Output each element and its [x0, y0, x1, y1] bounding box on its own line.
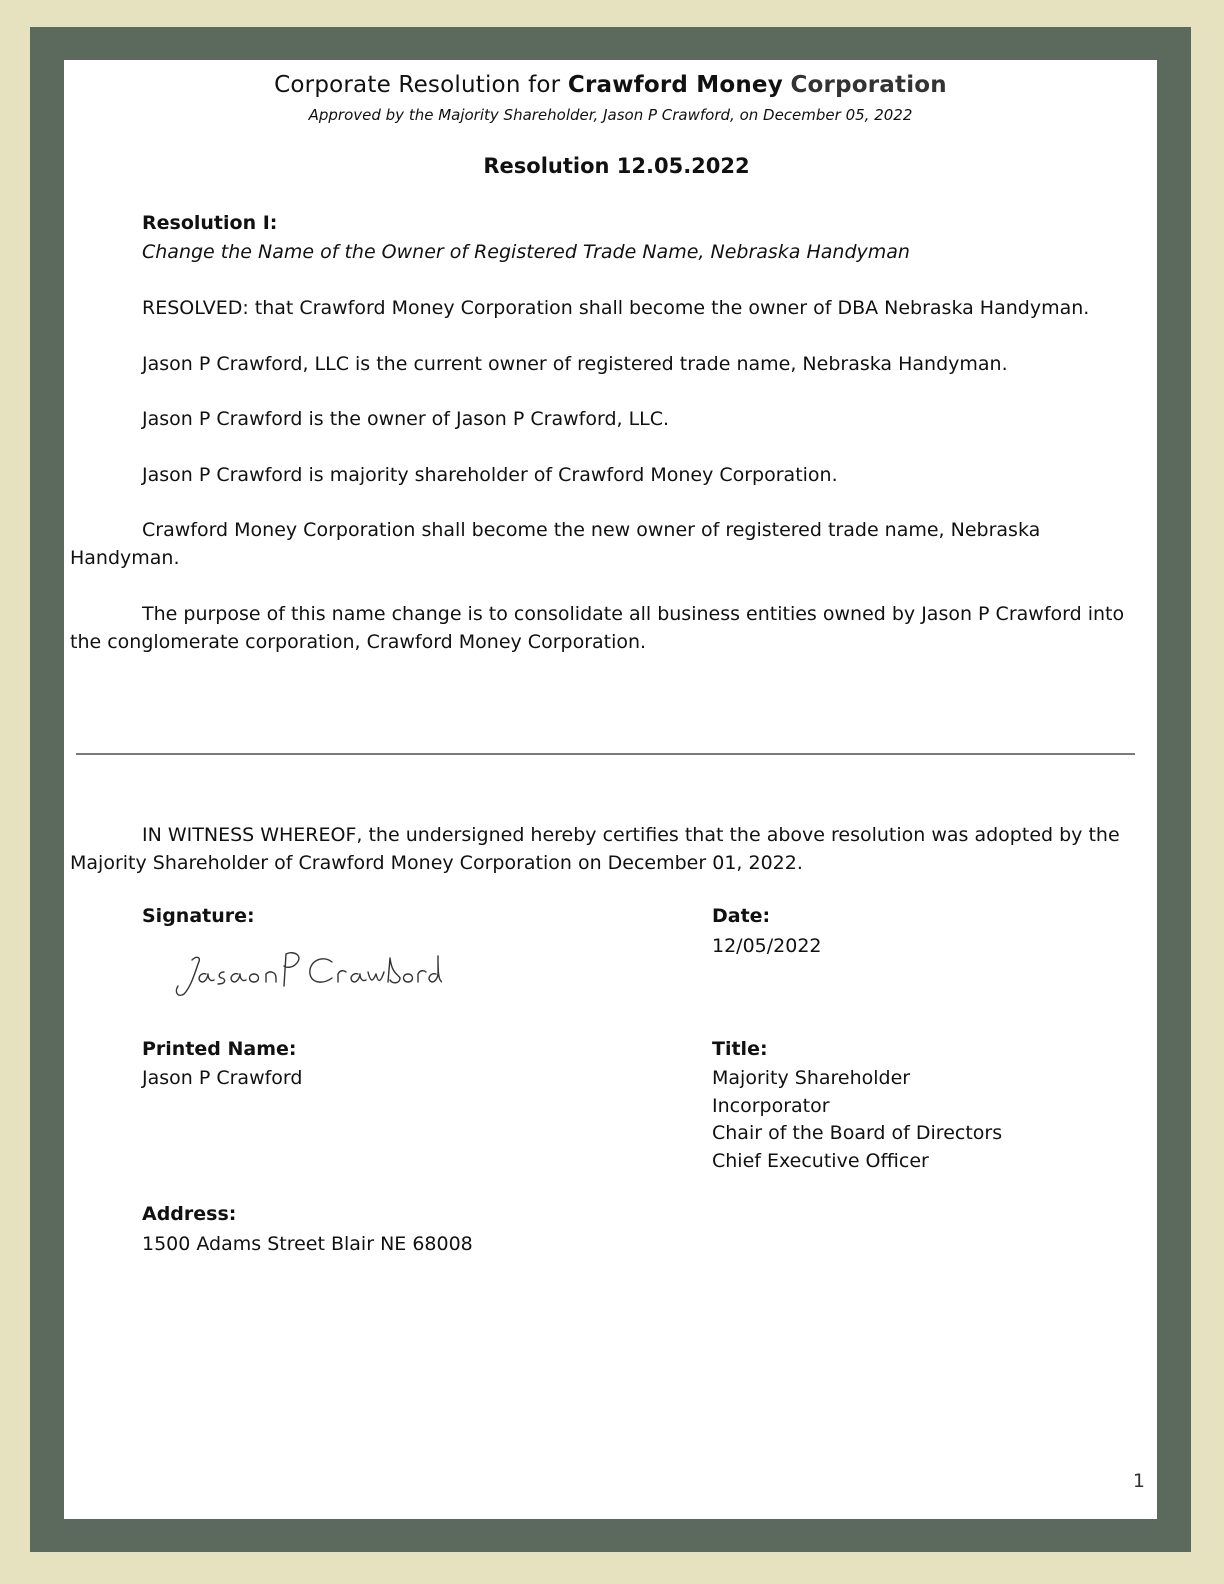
page-frame [30, 27, 1191, 1552]
signature-label: Signature: [142, 905, 255, 927]
paragraph-majority-shareholder: Jason P Crawford is majority shareholder of Crawford Money Corporation. [142, 464, 838, 486]
date-value: 12/05/2022 [712, 935, 822, 957]
paragraph-purpose: The purpose of this name change is to consolidate all business entities owned by Jason P Crawford into the conglomerate corporation, Crawford Money Corporation. [70, 603, 1125, 653]
title-majority-shareholder: Majority Shareholder [712, 1067, 911, 1089]
page-number: 1 [1132, 1470, 1145, 1492]
resolution-subject: Change the Name of the Owner of Registered Trade Name, Nebraska Handyman [142, 241, 910, 263]
resolution-number: Resolution 12.05.2022 [483, 154, 750, 178]
printed-name-value: Jason P Crawford [142, 1067, 303, 1089]
title-incorporator: Incorporator [712, 1095, 830, 1117]
address-label: Address: [142, 1203, 237, 1225]
title-prefix: Corporate Resolution for [274, 72, 561, 98]
company-suffix: Corporation [790, 72, 947, 98]
printed-name-label: Printed Name: [142, 1038, 297, 1060]
title-ceo: Chief Executive Officer [712, 1150, 929, 1172]
handwritten-signature [172, 948, 442, 1004]
paragraph-llc-owner: Jason P Crawford is the owner of Jason P Crawford, LLC. [142, 408, 670, 430]
document-title [64, 72, 1157, 98]
section-divider [76, 753, 1135, 755]
company-name: Crawford Money [567, 72, 783, 98]
resolution-heading: Resolution I: [142, 212, 278, 234]
approval-line: Approved by the Majority Shareholder, Jason P Crawford, on December 05, 2022 [308, 106, 913, 124]
title-label: Title: [712, 1038, 768, 1060]
paragraph-new-owner: Crawford Money Corporation shall become the new owner of registered trade name, Nebraska Handyman. [70, 519, 1041, 569]
paragraph-resolved: RESOLVED: that Crawford Money Corporation shall become the owner of DBA Nebraska Handyman. [142, 297, 1090, 319]
address-value: 1500 Adams Street Blair NE 68008 [142, 1233, 473, 1255]
paragraph-current-owner: Jason P Crawford, LLC is the current owner of registered trade name, Nebraska Handyman. [142, 353, 1008, 375]
title-board-chair: Chair of the Board of Directors [712, 1122, 1003, 1144]
witness-statement: IN WITNESS WHEREOF, the undersigned hereby certifies that the above resolution was adopted by the Majority Shareholder of Crawford Money Corporation on December 01, 2022. [70, 824, 1120, 874]
document-page [64, 60, 1157, 1519]
date-label: Date: [712, 905, 771, 927]
